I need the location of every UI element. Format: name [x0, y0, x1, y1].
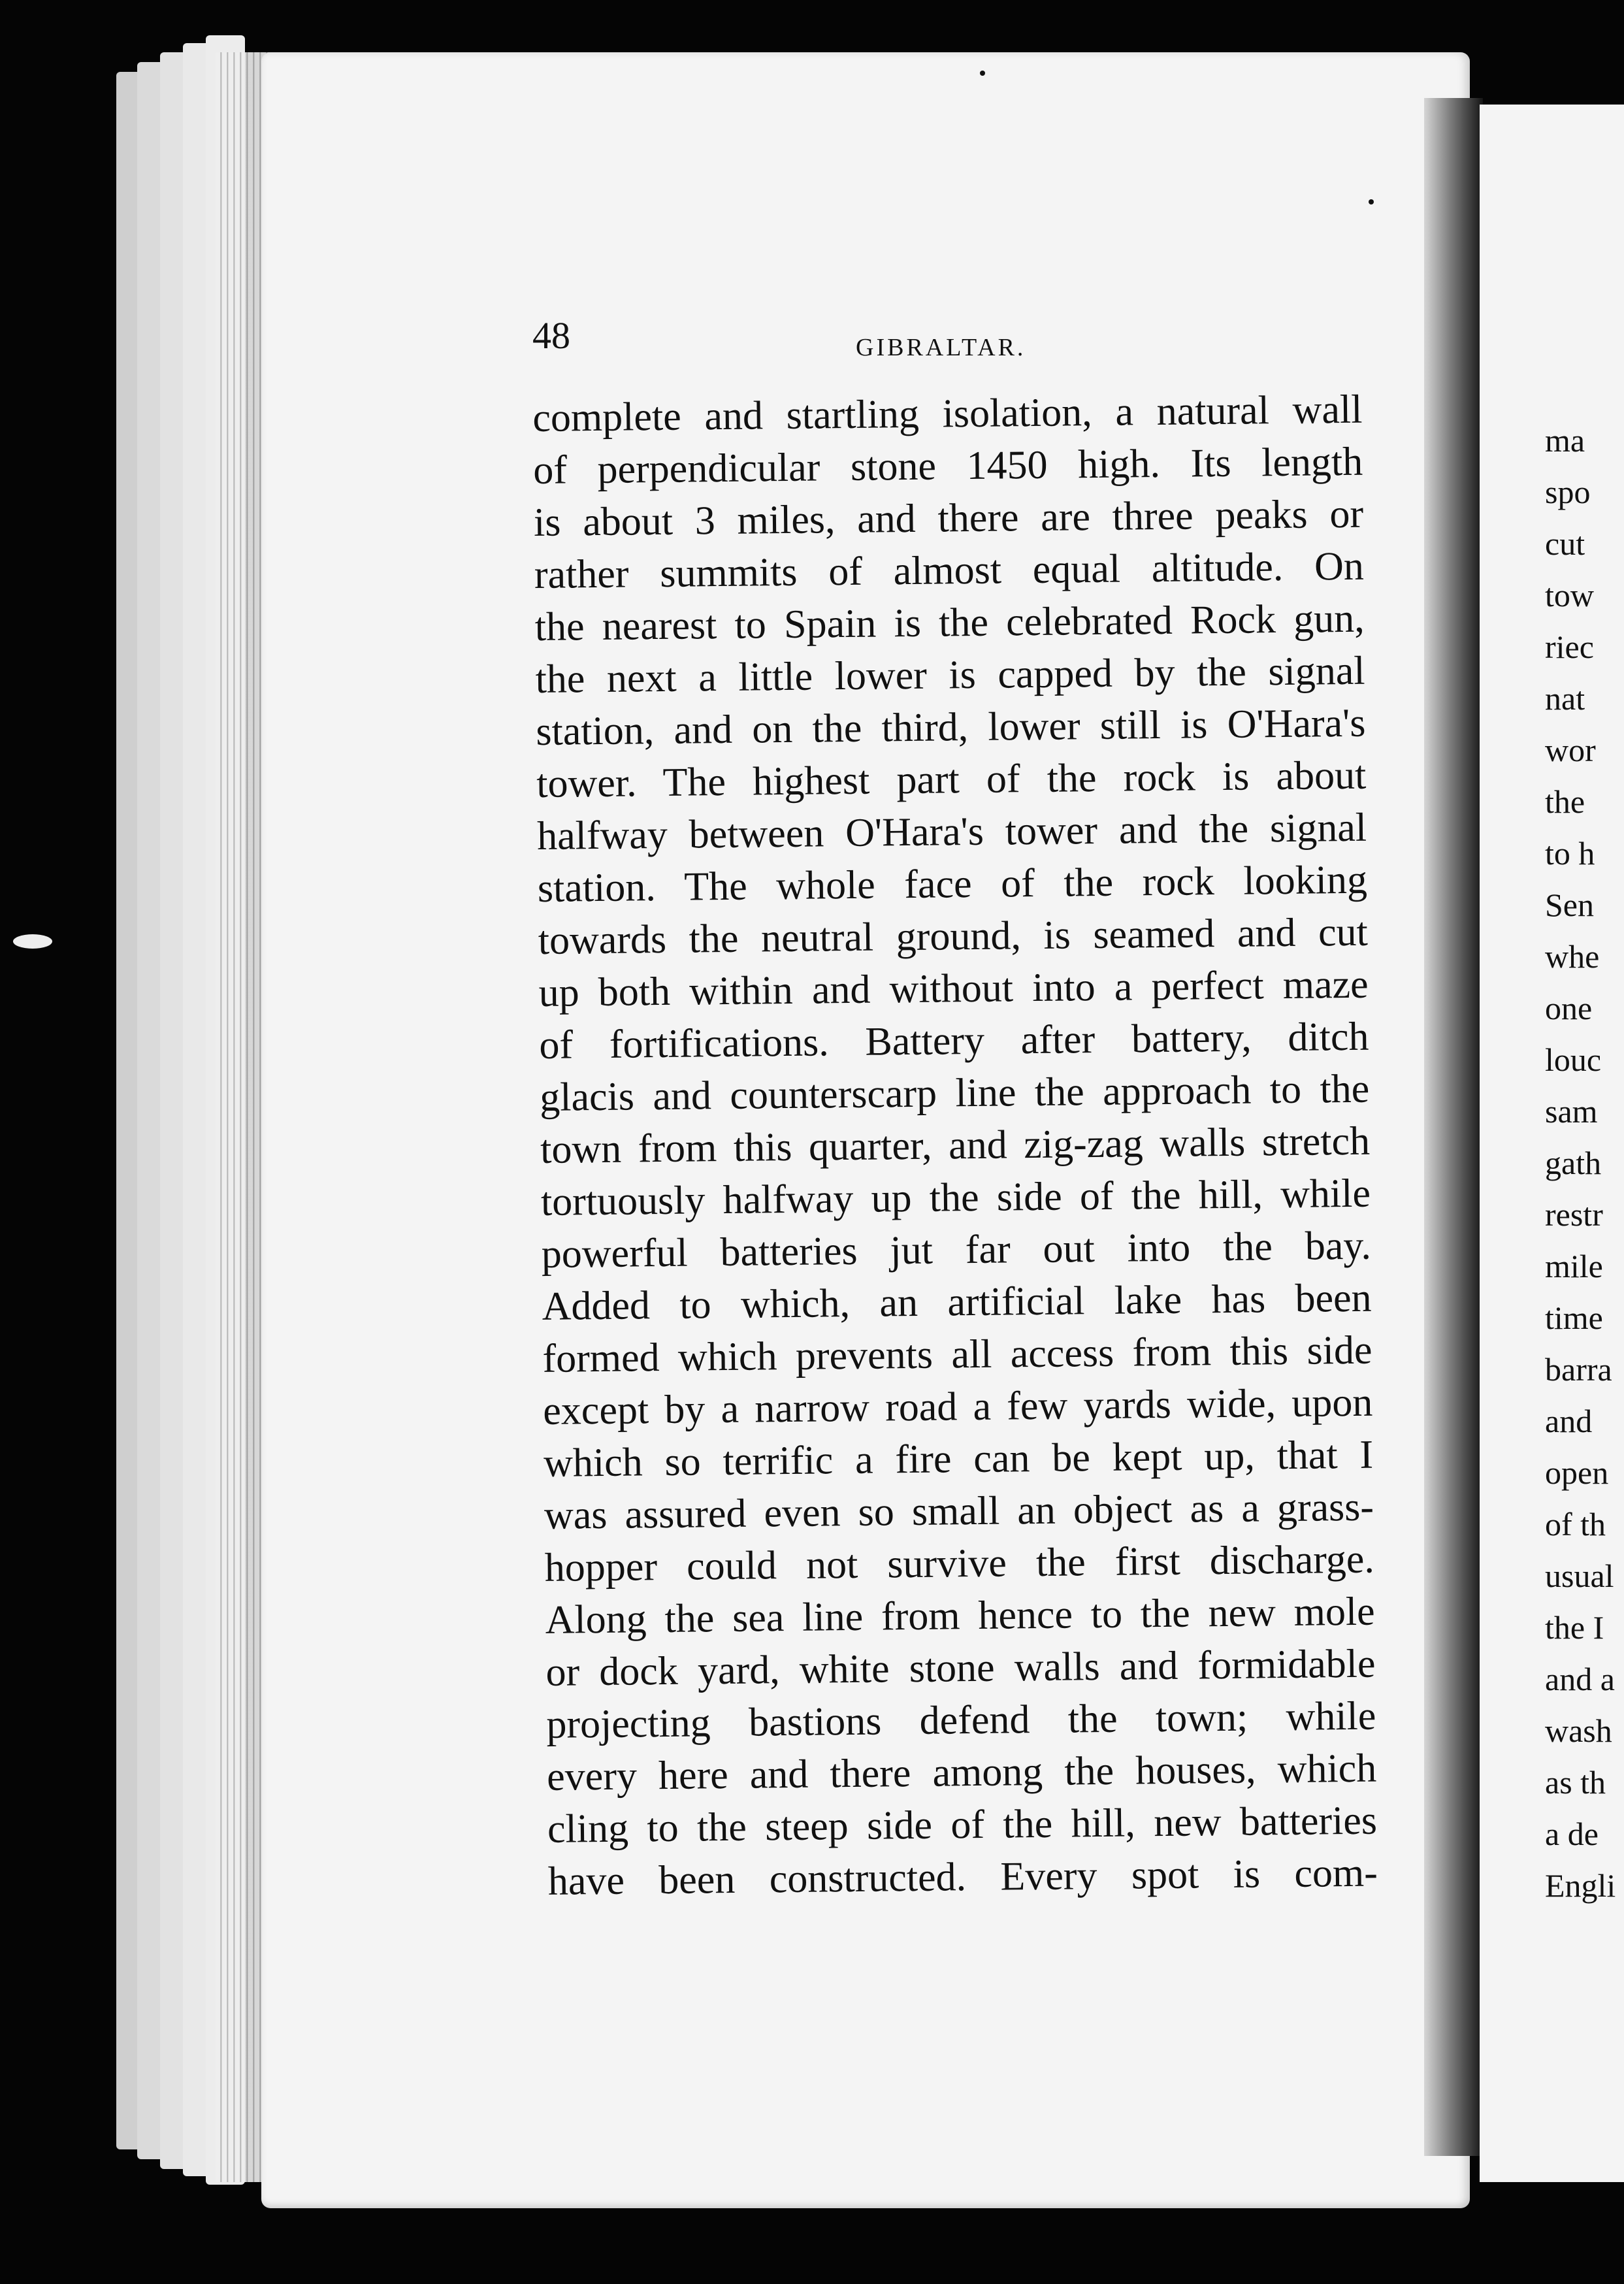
text-line: station. The whole face of the rock looking: [537, 857, 1368, 911]
facing-page-line: the: [1545, 783, 1585, 820]
text-line: complete and startling isolation, a natural wall: [532, 387, 1363, 440]
text-line: which so terrific a fire can be kept up, that I: [543, 1432, 1374, 1486]
text-line: up both within and without into a perfect maze: [538, 962, 1369, 1015]
text-line: station, and on the third, lower still is O'Hara's: [536, 700, 1366, 754]
text-line: was assured even so small an object as a grass-: [544, 1484, 1374, 1538]
dust-speck: [1369, 199, 1374, 204]
facing-page-line: louc: [1545, 1041, 1602, 1078]
facing-page-line: open: [1545, 1454, 1609, 1491]
facing-page-line: wor: [1545, 732, 1596, 768]
book-gutter: [1424, 98, 1483, 2156]
page-number: 48: [532, 314, 570, 357]
facing-page-line: restr: [1545, 1196, 1603, 1233]
facing-page-line: riec: [1545, 628, 1594, 665]
text-line: the nearest to Spain is the celebrated Rock gun,: [534, 596, 1365, 649]
text-line: halfway between O'Hara's tower and the signal: [536, 805, 1367, 858]
text-line: cling to the steep side of the hill, new batteries: [547, 1798, 1378, 1852]
facing-page-line: gath: [1545, 1145, 1602, 1181]
facing-page-line: sam: [1545, 1093, 1598, 1130]
dust-speck: [13, 934, 52, 949]
text-line: every here and there among the houses, which: [546, 1746, 1377, 1799]
text-line: or dock yard, white stone walls and formidable: [545, 1641, 1376, 1695]
facing-page-line: the I: [1545, 1609, 1604, 1646]
text-line: the next a little lower is capped by the signal: [535, 648, 1365, 702]
running-head: GIBRALTAR.: [856, 334, 1026, 361]
text-line: is about 3 miles, and there are three peaks or: [533, 491, 1364, 545]
text-line: town from this quarter, and zig-zag walls stretch: [540, 1118, 1371, 1172]
text-line: Along the sea line from hence to the new mole: [545, 1589, 1375, 1642]
text-line: towards the neutral ground, is seamed and cut: [538, 909, 1369, 963]
facing-page-line: a de: [1545, 1816, 1599, 1852]
facing-page-line: spo: [1545, 474, 1591, 510]
text-line: tower. The highest part of the rock is about: [536, 753, 1367, 806]
text-line: powerful batteries jut far out into the bay.: [541, 1223, 1372, 1277]
facing-page-line: nat: [1545, 680, 1585, 717]
facing-page-line: whe: [1545, 938, 1600, 975]
facing-page-line: tow: [1545, 577, 1594, 613]
facing-page-line: barra: [1545, 1351, 1612, 1388]
text-line: tortuously halfway up the side of the hill, while: [540, 1171, 1371, 1224]
text-line: Added to which, an artificial lake has been: [542, 1275, 1372, 1329]
text-line: hopper could not survive the first discharge.: [544, 1537, 1375, 1590]
facing-page-line: and: [1545, 1403, 1593, 1439]
facing-page-line: one: [1545, 990, 1593, 1026]
text-line: formed which prevents all access from this side: [542, 1328, 1372, 1381]
text-line: projecting bastions defend the town; while: [546, 1693, 1376, 1747]
text-line: rather summits of almost equal altitude. On: [534, 544, 1365, 597]
text-line: of fortifications. Battery after battery, ditch: [539, 1014, 1369, 1068]
body-text: [532, 383, 1378, 1908]
text-line: glacis and counterscarp line the approach to the: [539, 1066, 1370, 1120]
facing-page-line: Engli: [1545, 1867, 1616, 1904]
facing-page-text: [1545, 415, 1624, 1912]
facing-page-line: of th: [1545, 1506, 1606, 1542]
facing-page-line: usual: [1545, 1558, 1614, 1594]
facing-page-line: ma: [1545, 422, 1585, 459]
text-line: of perpendicular stone 1450 high. Its length: [532, 439, 1363, 493]
facing-page-line: cut: [1545, 525, 1585, 562]
facing-page-line: time: [1545, 1299, 1603, 1336]
text-line: have been constructed. Every spot is com-: [547, 1850, 1378, 1904]
facing-page-line: mile: [1545, 1248, 1603, 1284]
facing-page-line: Sen: [1545, 887, 1594, 923]
facing-page-line: as th: [1545, 1764, 1606, 1801]
text-line: except by a narrow road a few yards wide, upon: [542, 1380, 1373, 1433]
dust-speck: [980, 71, 985, 76]
facing-page-line: to h: [1545, 835, 1595, 872]
facing-page-line: and a: [1545, 1661, 1615, 1697]
facing-page-line: wash: [1545, 1712, 1612, 1749]
